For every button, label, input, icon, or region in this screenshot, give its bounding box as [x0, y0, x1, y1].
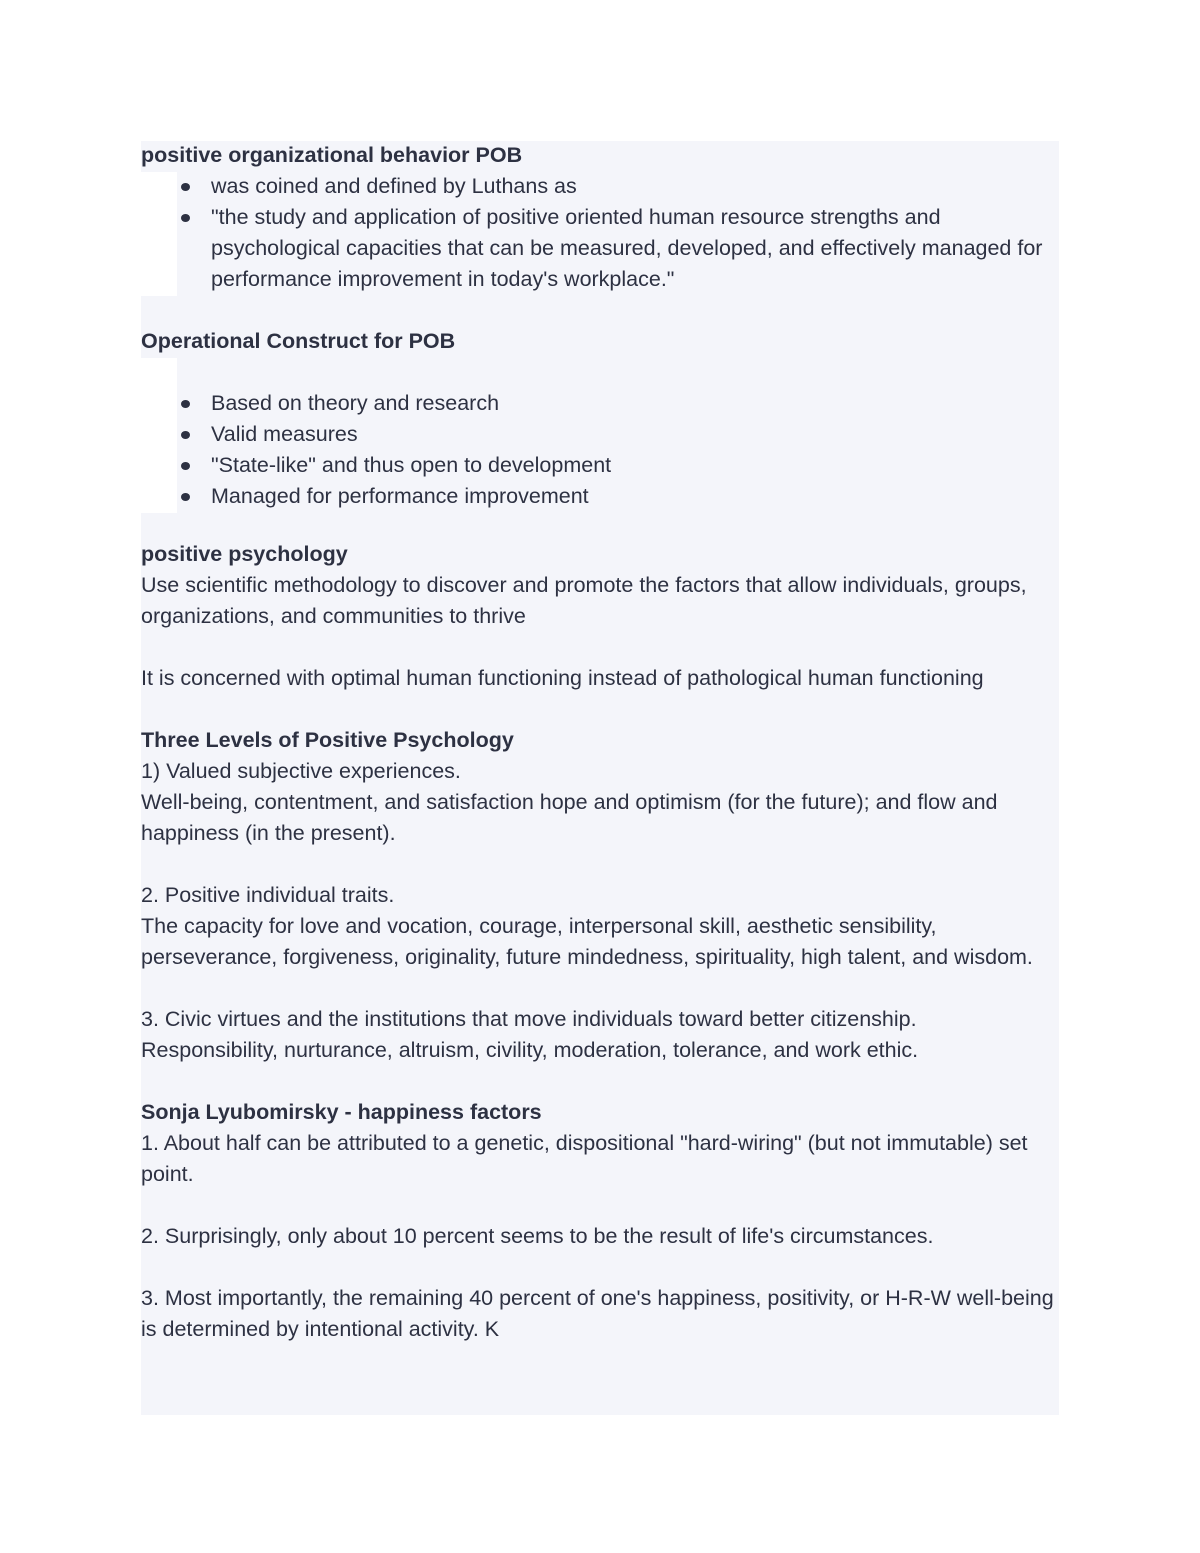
- list-item: Based on theory and research: [141, 388, 1059, 419]
- level-title: 2. Positive individual traits.: [141, 883, 395, 907]
- list-item: "the study and application of positive oriented human resource strengths and psychological capacities that can be measured, developed, and effectively managed for performance improvement in today's workplace.": [141, 202, 1059, 295]
- paragraph: Responsibility, nurturance, altruism, civility, moderation, tolerance, and work ethic.: [141, 1038, 919, 1062]
- bullet-icon: [181, 462, 190, 470]
- heading-pob: positive organizational behavior POB: [141, 143, 523, 167]
- paragraph: Well-being, contentment, and satisfaction hope and optimism (for the future); and flow and happiness (in the present).: [141, 790, 998, 845]
- paragraph: The capacity for love and vocation, courage, interpersonal skill, aesthetic sensibility, perseverance, forgiveness, originality, future mindedness, spirituality, high talent, and wisdom.: [141, 914, 1033, 969]
- heading-lyubomirsky: Sonja Lyubomirsky - happiness factors: [141, 1100, 542, 1124]
- bullet-icon: [181, 431, 190, 439]
- list-item: Valid measures: [141, 419, 1059, 450]
- heading-three-levels: Three Levels of Positive Psychology: [141, 728, 514, 752]
- bullet-icon: [181, 493, 190, 501]
- paragraph: Use scientific methodology to discover and promote the factors that allow individuals, groups, organizations, and communities to thrive: [141, 573, 1027, 628]
- heading-positive-psychology: positive psychology: [141, 542, 348, 566]
- document-body: [141, 140, 1059, 1345]
- level-title: 3. Civic virtues and the institutions that move individuals toward better citizenship.: [141, 1007, 917, 1031]
- construct-bullet-list: [141, 388, 1059, 512]
- heading-operational-construct: Operational Construct for POB: [141, 329, 456, 353]
- list-item: was coined and defined by Luthans as: [141, 171, 1059, 202]
- list-item: "State-like" and thus open to development: [141, 450, 1059, 481]
- pob-bullet-list: [141, 171, 1059, 295]
- level-title: 1) Valued subjective experiences.: [141, 759, 461, 783]
- bullet-icon: [181, 400, 190, 408]
- bullet-icon: [181, 214, 190, 222]
- paragraph: 2. Surprisingly, only about 10 percent seems to be the result of life's circumstances.: [141, 1224, 934, 1248]
- paragraph: It is concerned with optimal human functioning instead of pathological human functioning: [141, 666, 984, 690]
- bullet-icon: [181, 183, 190, 191]
- paragraph: 3. Most importantly, the remaining 40 percent of one's happiness, positivity, or H-R-W well-being is determined by intentional activity. K: [141, 1286, 1054, 1341]
- paragraph: 1. About half can be attributed to a genetic, dispositional "hard-wiring" (but not immutable) set point.: [141, 1131, 1028, 1186]
- list-item: Managed for performance improvement: [141, 481, 1059, 512]
